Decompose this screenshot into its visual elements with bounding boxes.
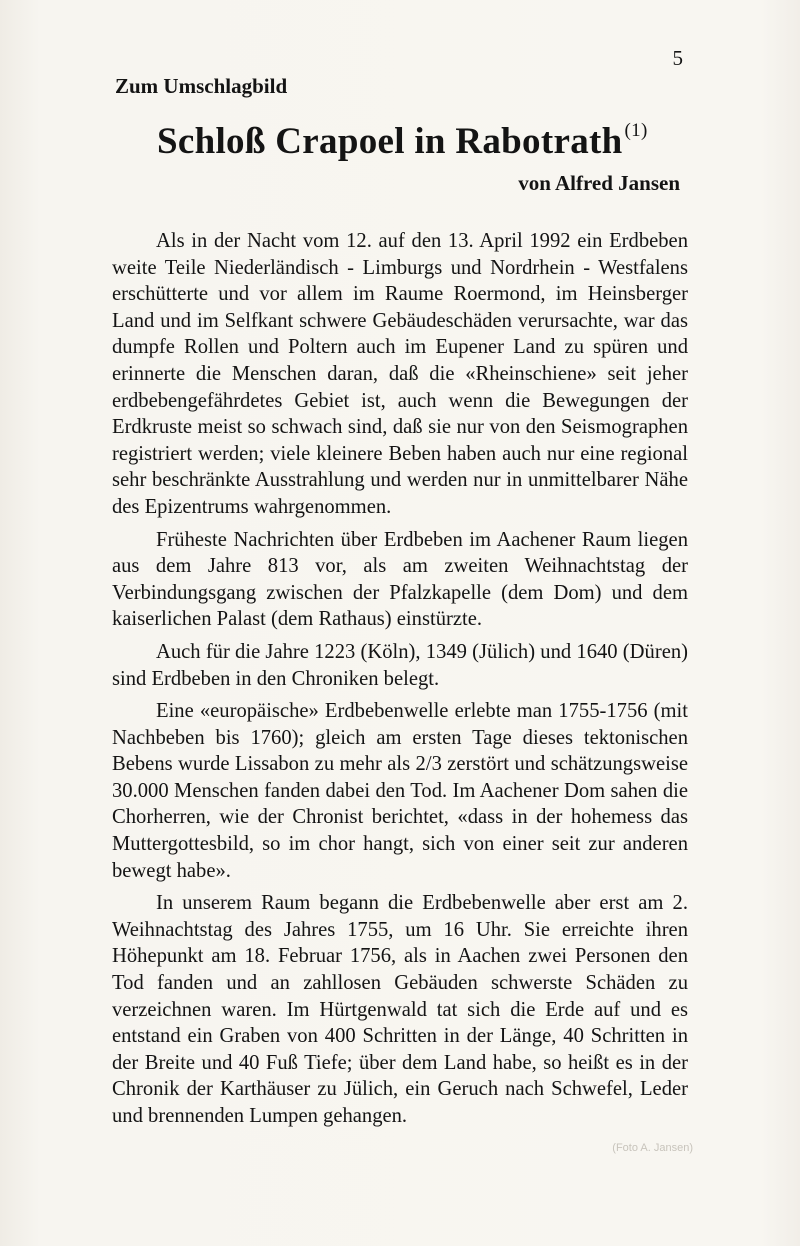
photo-credit: (Foto A. Jansen) [612, 1142, 693, 1154]
body-paragraph-4: Eine «europäische» Erdbebenwelle erlebte man 1755-1756 (mit Nachbeben bis 1760); gleich am ersten Tage dieses tektonischen Bebens wurde Lissabon zu mehr als 2/3 zerstört und schätzungsweise 30.000 Menschen fanden dabei den Tod. Im Aachener Dom sahen die Chorherren, wie der Chronist berichtet, «dass in der hohemess das Muttergottesbild, so im chor hangt, sich von einer seit zur anderen bewegt habe». [112, 700, 688, 882]
article-title-text: Schloß Crapoel in Rabotrath [157, 121, 623, 162]
author-byline: von Alfred Jansen [518, 171, 680, 195]
article-body [112, 228, 688, 1136]
body-paragraph-1: Als in der Nacht vom 12. auf den 13. April 1992 ein Erdbeben weite Teile Niederländisch - Limburgs und Nordrhein - Westfalens erschütterte und vor allem im Raume Roermond, im Heinsberger Land und im Selfkant schwere Gebäudeschäden verursachte, war das dumpfe Rollen und Poltern auch im Eupener Land zu spüren und erinnerte die Menschen daran, daß die «Rheinschiene» seit jeher erdbebengefährdetes Gebiet ist, auch wenn die Bewegungen der Erdkruste meist so schwach sind, daß sie nur von den Seismographen registriert werden; viele kleinere Beben haben auch nur eine regional sehr beschränkte Ausstrahlung und werden nur in unmittelbarer Nähe des Epizentrums wahrgenommen. [112, 230, 688, 518]
body-paragraph-5: In unserem Raum begann die Erdbebenwelle aber erst am 2. Weihnachtstag des Jahres 1755, um 16 Uhr. Sie erreichte ihren Höhepunkt am 18. Februar 1756, als in Aachen zwei Personen den Tod fanden und an zahllosen Gebäuden schwerste Schäden zu verzeichnen waren. Im Hürtgenwald tat sich die Erde auf und es entstand ein Graben von 400 Schritten in der Länge, 40 Schritten in der Breite und 40 Fuß Tiefe; über dem Land habe, so heißt es in der Chronik der Karthäuser zu Jülich, ein Geruch nach Schwefel, Leder und brennenden Lumpen gehangen. [112, 892, 688, 1127]
section-kicker: Zum Umschlagbild [115, 74, 288, 98]
article-title [157, 120, 648, 163]
footnote-marker: (1) [624, 119, 648, 141]
body-paragraph-3: Auch für die Jahre 1223 (Köln), 1349 (Jülich) und 1640 (Düren) sind Erdbeben in den Chroniken belegt. [112, 640, 688, 690]
body-paragraph-2: Früheste Nachrichten über Erdbeben im Aachener Raum liegen aus dem Jahre 813 vor, als am zweiten Weihnachtstag der Verbindungsgang zwischen der Pfalzkapelle (dem Dom) und dem kaiserlichen Palast (dem Rathaus) einstürzte. [112, 528, 688, 631]
page-number: 5 [672, 46, 683, 70]
